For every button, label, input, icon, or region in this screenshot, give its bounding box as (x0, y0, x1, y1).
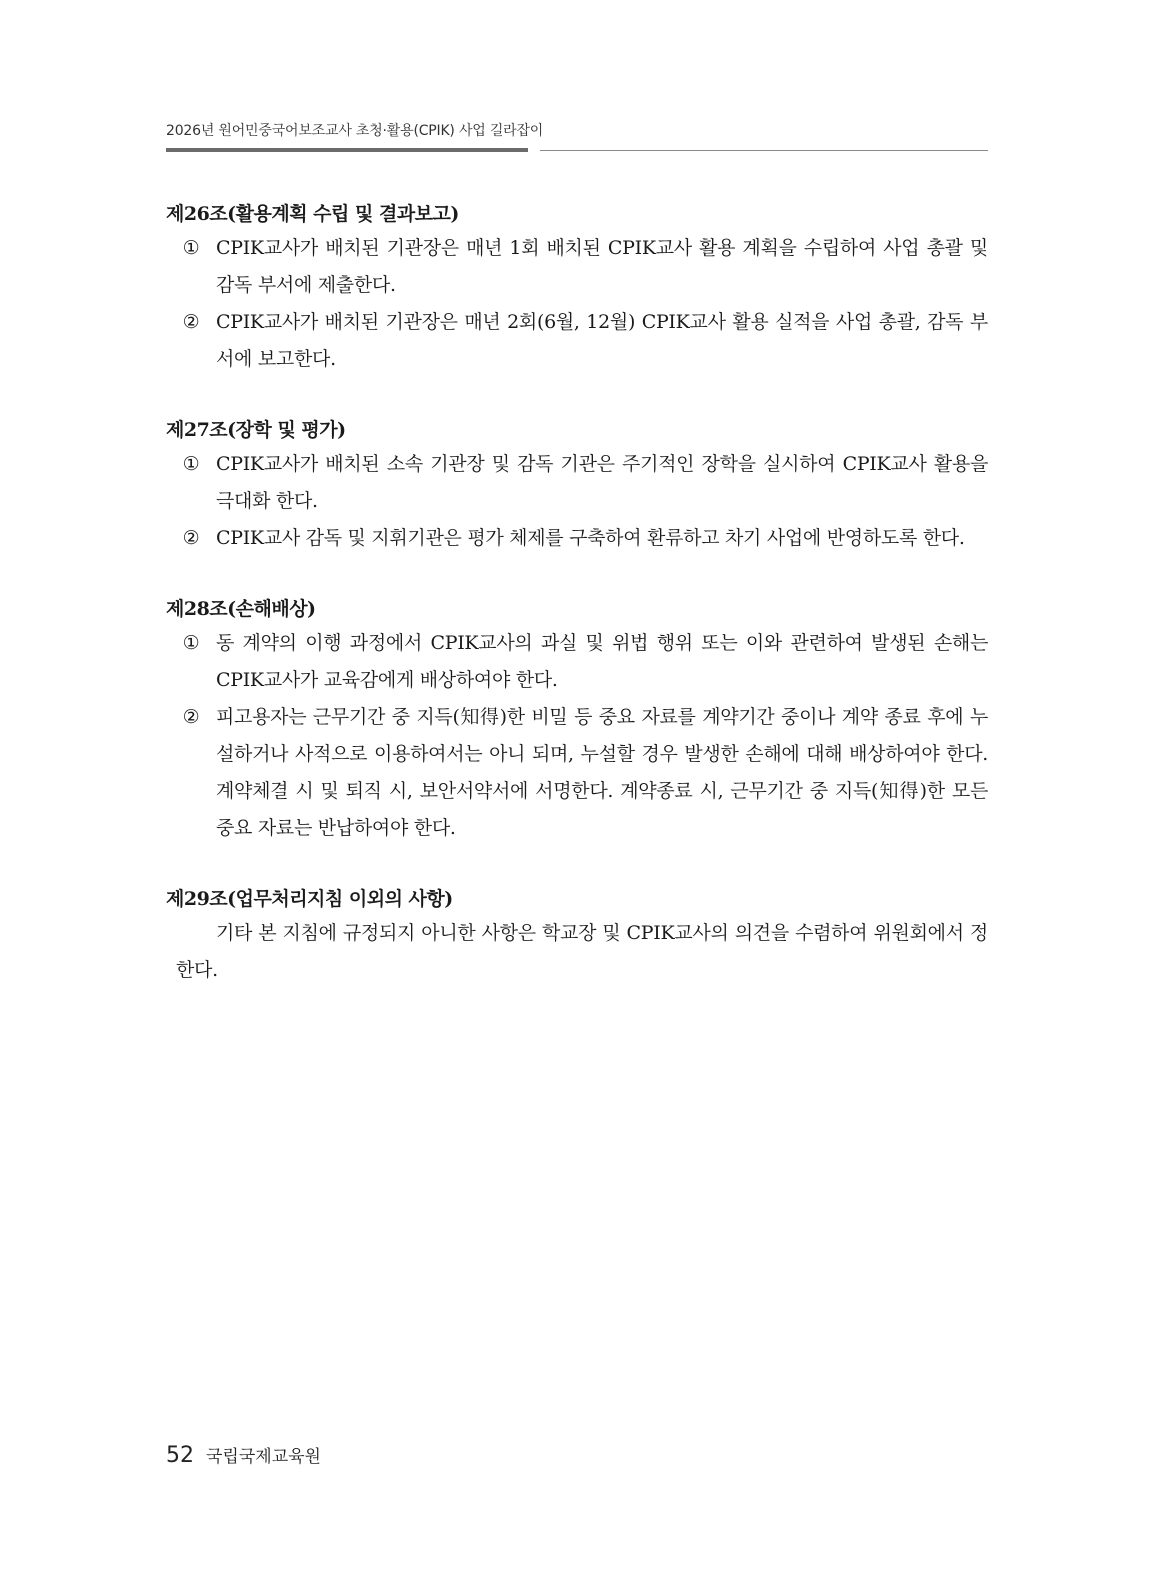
article-29 (166, 883, 988, 989)
clause (166, 699, 988, 847)
article-27 (166, 414, 988, 557)
article-title: 제28조(손해배상) (166, 598, 316, 620)
article-title: 제26조(활용계획 수립 및 결과보고) (166, 203, 459, 225)
clause-number: ① (182, 632, 200, 654)
page-footer (166, 1442, 321, 1468)
article-title: 제27조(장학 및 평가) (166, 419, 346, 441)
article-title: 제29조(업무처리지침 이외의 사항) (166, 888, 453, 910)
clause (166, 304, 988, 378)
clause-number: ① (182, 237, 200, 259)
clause-text: 동 계약의 이행 과정에서 CPIK교사의 과실 및 위법 행위 또는 이와 관련하여 발생된 손해는 CPIK교사가 교육감에게 배상하여야 한다. (216, 632, 988, 691)
clause-text: 피고용자는 근무기간 중 지득(知得)한 비밀 등 중요 자료를 계약기간 중이나 계약 종료 후에 누설하거나 사적으로 이용하여서는 아니 되며, 누설할 경우 발생한 손해에 대해 배상하여야 한다. 계약체결 시 및 퇴직 시, 보안서약서에 서명한다. 계약종료 시, 근무기간 중 지득(知得)한 모든 중요 자료는 반납하여야 한다. (216, 706, 988, 839)
clause (166, 230, 988, 304)
article-paragraph: 기타 본 지침에 규정되지 아니한 사항은 학교장 및 CPIK교사의 의견을 수렴하여 위원회에서 정한다. (176, 922, 988, 981)
running-header: 2026년 원어민중국어보조교사 초청·활용(CPIK) 사업 길라잡이 (166, 123, 544, 139)
article-28 (166, 593, 988, 847)
clause-text: CPIK교사가 배치된 기관장은 매년 2회(6월, 12월) CPIK교사 활용 실적을 사업 총괄, 감독 부서에 보고한다. (216, 311, 988, 370)
clause-text: CPIK교사가 배치된 소속 기관장 및 감독 기관은 주기적인 장학을 실시하여 CPIK교사 활용을 극대화 한다. (216, 453, 988, 512)
document-body (166, 198, 988, 1025)
clause-number: ② (182, 527, 200, 549)
article-26 (166, 198, 988, 378)
clause-number: ② (182, 706, 200, 728)
publisher-name: 국립국제교육원 (206, 1447, 321, 1467)
clause-number: ② (182, 311, 200, 333)
clause-text: CPIK교사가 배치된 기관장은 매년 1회 배치된 CPIK교사 활용 계획을 수립하여 사업 총괄 및 감독 부서에 제출한다. (216, 237, 988, 296)
header-rule-thick (166, 148, 528, 152)
page-number: 52 (166, 1443, 194, 1468)
clause (166, 520, 988, 557)
header-rule-thin (540, 150, 988, 151)
clause (166, 625, 988, 699)
clause-text: CPIK교사 감독 및 지휘기관은 평가 체제를 구축하여 환류하고 차기 사업에 반영하도록 한다. (216, 527, 965, 549)
clause-number: ① (182, 453, 200, 475)
clause (166, 446, 988, 520)
